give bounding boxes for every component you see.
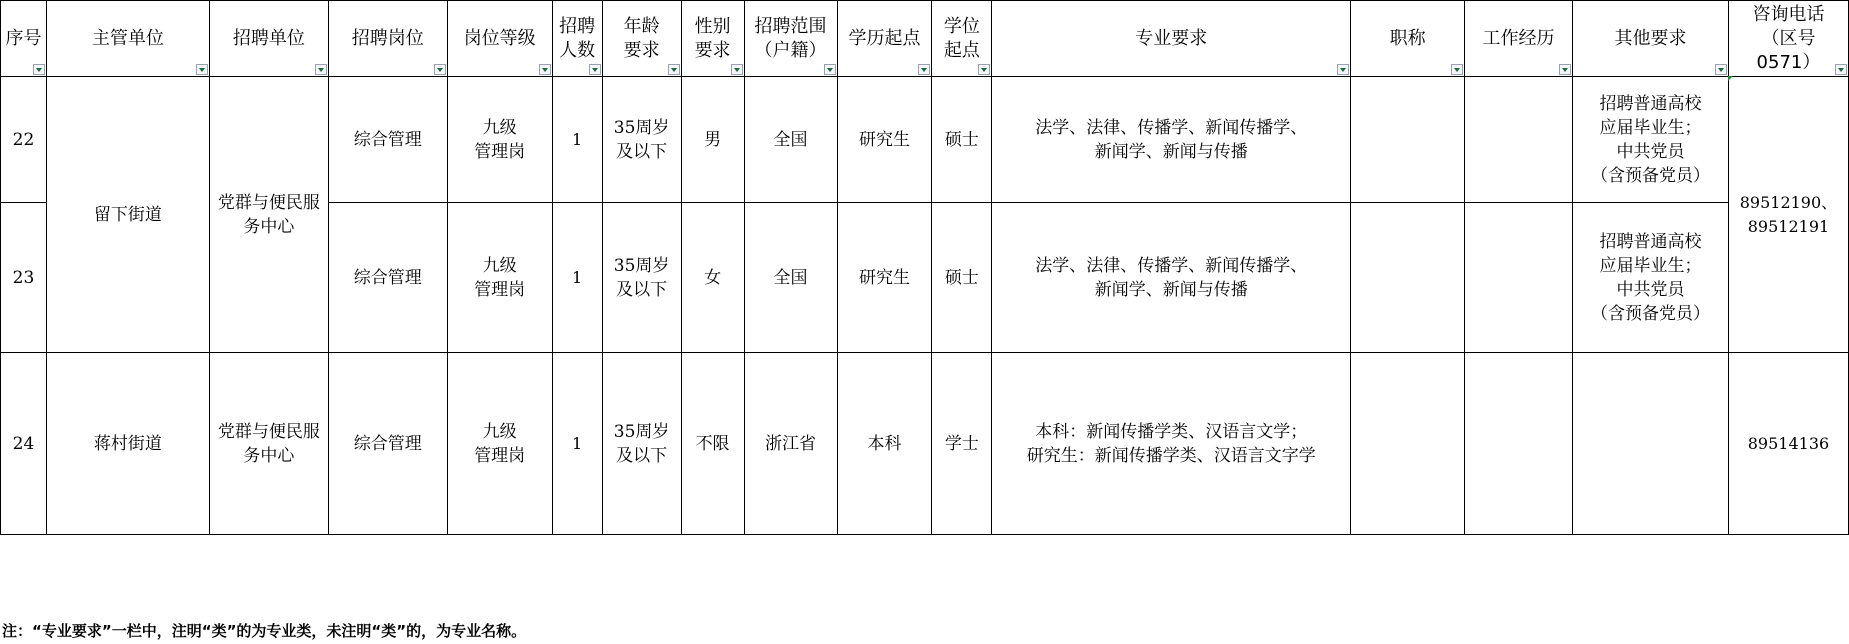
filter-dropdown-icon[interactable] xyxy=(315,64,327,75)
header-title xyxy=(1351,1,1465,77)
cell-age-line: 35周岁 xyxy=(613,117,670,138)
header-count-text: 招聘 xyxy=(559,15,596,37)
cell-other-line: （含预备党员） xyxy=(1590,303,1710,324)
header-employer-text: 招聘单位 xyxy=(232,27,305,49)
cell-major xyxy=(992,353,1351,535)
cell-level xyxy=(447,353,552,535)
filter-dropdown-icon[interactable] xyxy=(978,64,990,75)
cell-supervisor: 留下街道 xyxy=(46,77,209,353)
cell-major-line: 研究生：新闻传播学类、汉语言文字学 xyxy=(1026,445,1316,466)
cell-age xyxy=(602,77,681,203)
cell-major-line: 新闻学、新闻与传播 xyxy=(1094,279,1248,300)
filter-dropdown-icon[interactable] xyxy=(434,64,446,75)
cell-no: 22 xyxy=(1,77,47,203)
cell-age xyxy=(602,203,681,353)
header-phone xyxy=(1728,1,1848,77)
cell-phone-line: 89512191 xyxy=(1747,216,1830,236)
cell-scope: 全国 xyxy=(744,203,837,353)
cell-other-line: 应届毕业生； xyxy=(1599,117,1702,138)
header-supervisor xyxy=(46,1,209,77)
cell-major-line: 本科：新闻传播学类、汉语言文学； xyxy=(1035,421,1308,442)
filter-dropdown-icon[interactable] xyxy=(1559,64,1571,75)
header-age xyxy=(602,1,681,77)
cell-level-line: 九级 xyxy=(482,117,517,138)
cell-experience xyxy=(1465,353,1573,535)
cell-gender: 不限 xyxy=(681,353,744,535)
filter-dropdown-icon[interactable] xyxy=(1835,64,1847,75)
header-edu xyxy=(837,1,932,77)
cell-major xyxy=(992,77,1351,203)
cell-experience xyxy=(1465,203,1573,353)
table-row xyxy=(1,353,1849,535)
cell-post: 综合管理 xyxy=(328,77,447,203)
header-gender-text: 要求 xyxy=(694,39,731,61)
cell-title xyxy=(1351,77,1465,203)
header-employer xyxy=(209,1,328,77)
header-post xyxy=(328,1,447,77)
cell-no: 24 xyxy=(1,353,47,535)
cell-other-line: 中共党员 xyxy=(1616,141,1685,162)
cell-major-line: 法学、法律、传播学、新闻传播学、 xyxy=(1035,117,1308,138)
header-age-text: 年龄 xyxy=(623,15,660,37)
cell-age-line: 及以下 xyxy=(616,445,668,466)
header-edu-text: 学历起点 xyxy=(848,27,921,49)
header-scope-text: 招聘范围 xyxy=(754,15,827,37)
filter-dropdown-icon[interactable] xyxy=(589,64,601,75)
cell-other xyxy=(1573,77,1729,203)
cell-degree: 硕士 xyxy=(932,77,992,203)
cell-supervisor: 蒋村街道 xyxy=(46,353,209,535)
cell-level-line: 九级 xyxy=(482,255,517,276)
cell-degree: 硕士 xyxy=(932,203,992,353)
cell-edu: 研究生 xyxy=(837,77,932,203)
cell-phone xyxy=(1728,353,1848,535)
cell-other-line: 中共党员 xyxy=(1616,279,1685,300)
header-degree-text: 学位 xyxy=(943,15,980,37)
cell-gender: 女 xyxy=(681,203,744,353)
filter-dropdown-icon[interactable] xyxy=(731,64,743,75)
table-row xyxy=(1,77,1849,203)
cell-other-line: 招聘普通高校 xyxy=(1599,231,1702,252)
cell-phone-line: 89512190、 xyxy=(1739,192,1838,212)
cell-level-line: 管理岗 xyxy=(474,445,526,466)
filter-dropdown-icon[interactable] xyxy=(196,64,208,75)
cell-no: 23 xyxy=(1,203,47,353)
header-title-text: 职称 xyxy=(1389,27,1426,49)
header-no-text: 序号 xyxy=(5,27,42,49)
cell-employer-line: 务中心 xyxy=(243,216,295,237)
filter-dropdown-icon[interactable] xyxy=(1337,64,1349,75)
header-level-text: 岗位等级 xyxy=(463,27,536,49)
cell-post: 综合管理 xyxy=(328,353,447,535)
cell-edu: 本科 xyxy=(837,353,932,535)
footnote: 注：“专业要求”一栏中，注明“类”的为专业类，未注明“类”的，为专业名称。 xyxy=(2,622,527,640)
cell-major xyxy=(992,203,1351,353)
header-experience xyxy=(1465,1,1573,77)
cell-count: 1 xyxy=(552,203,602,353)
cell-degree: 学士 xyxy=(932,353,992,535)
cell-age xyxy=(602,353,681,535)
comment-indicator-icon xyxy=(1728,76,1733,81)
header-scope xyxy=(744,1,837,77)
cell-level-line: 管理岗 xyxy=(474,141,526,162)
header-degree-text: 起点 xyxy=(943,39,980,61)
cell-phone-line: 89514136 xyxy=(1747,433,1830,453)
cell-count: 1 xyxy=(552,77,602,203)
filter-dropdown-icon[interactable] xyxy=(1451,64,1463,75)
cell-employer xyxy=(209,77,328,353)
cell-phone xyxy=(1728,77,1848,353)
filter-dropdown-icon[interactable] xyxy=(1715,64,1727,75)
cell-level xyxy=(447,203,552,353)
filter-dropdown-icon[interactable] xyxy=(668,64,680,75)
header-post-text: 招聘岗位 xyxy=(351,27,424,49)
cell-level xyxy=(447,77,552,203)
filter-dropdown-icon[interactable] xyxy=(539,64,551,75)
header-supervisor-text: 主管单位 xyxy=(91,27,164,49)
header-age-text: 要求 xyxy=(623,39,660,61)
filter-dropdown-icon[interactable] xyxy=(824,64,836,75)
cell-employer-line: 务中心 xyxy=(243,445,295,466)
cell-experience xyxy=(1465,77,1573,203)
header-experience-text: 工作经历 xyxy=(1482,27,1555,49)
header-count-text: 人数 xyxy=(559,39,596,61)
cell-level-line: 管理岗 xyxy=(474,279,526,300)
cell-employer-line: 党群与便民服 xyxy=(217,192,320,213)
cell-major-line: 新闻学、新闻与传播 xyxy=(1094,141,1248,162)
header-phone-text: （区号 xyxy=(1761,27,1816,49)
cell-title xyxy=(1351,353,1465,535)
cell-employer xyxy=(209,353,328,535)
header-count xyxy=(552,1,602,77)
filter-dropdown-icon[interactable] xyxy=(33,64,45,75)
cell-age-line: 及以下 xyxy=(616,279,668,300)
header-other xyxy=(1573,1,1729,77)
header-scope-text: （户籍） xyxy=(754,39,827,61)
cell-scope: 全国 xyxy=(744,77,837,203)
header-row xyxy=(1,1,1849,77)
cell-scope: 浙江省 xyxy=(744,353,837,535)
cell-age-line: 及以下 xyxy=(616,141,668,162)
header-major-text: 专业要求 xyxy=(1135,27,1208,49)
header-no xyxy=(1,1,47,77)
cell-post: 综合管理 xyxy=(328,203,447,353)
cell-count: 1 xyxy=(552,353,602,535)
cell-title xyxy=(1351,203,1465,353)
cell-other-line: 招聘普通高校 xyxy=(1599,93,1702,114)
header-phone-text: 0571） xyxy=(1756,51,1821,73)
header-gender-text: 性别 xyxy=(694,15,731,37)
header-gender xyxy=(681,1,744,77)
cell-other-line: 应届毕业生； xyxy=(1599,255,1702,276)
cell-other xyxy=(1573,353,1729,535)
cell-employer-line: 党群与便民服 xyxy=(217,421,320,442)
header-degree xyxy=(932,1,992,77)
cell-age-line: 35周岁 xyxy=(613,255,670,276)
cell-level-line: 九级 xyxy=(482,421,517,442)
cell-edu: 研究生 xyxy=(837,203,932,353)
cell-age-line: 35周岁 xyxy=(613,421,670,442)
cell-other xyxy=(1573,203,1729,353)
cell-gender: 男 xyxy=(681,77,744,203)
header-other-text: 其他要求 xyxy=(1614,27,1687,49)
header-phone-text: 咨询电话 xyxy=(1752,3,1825,25)
cell-major-line: 法学、法律、传播学、新闻传播学、 xyxy=(1035,255,1308,276)
filter-dropdown-icon[interactable] xyxy=(918,64,930,75)
header-major xyxy=(992,1,1351,77)
header-level xyxy=(447,1,552,77)
cell-other-line: （含预备党员） xyxy=(1590,165,1710,186)
